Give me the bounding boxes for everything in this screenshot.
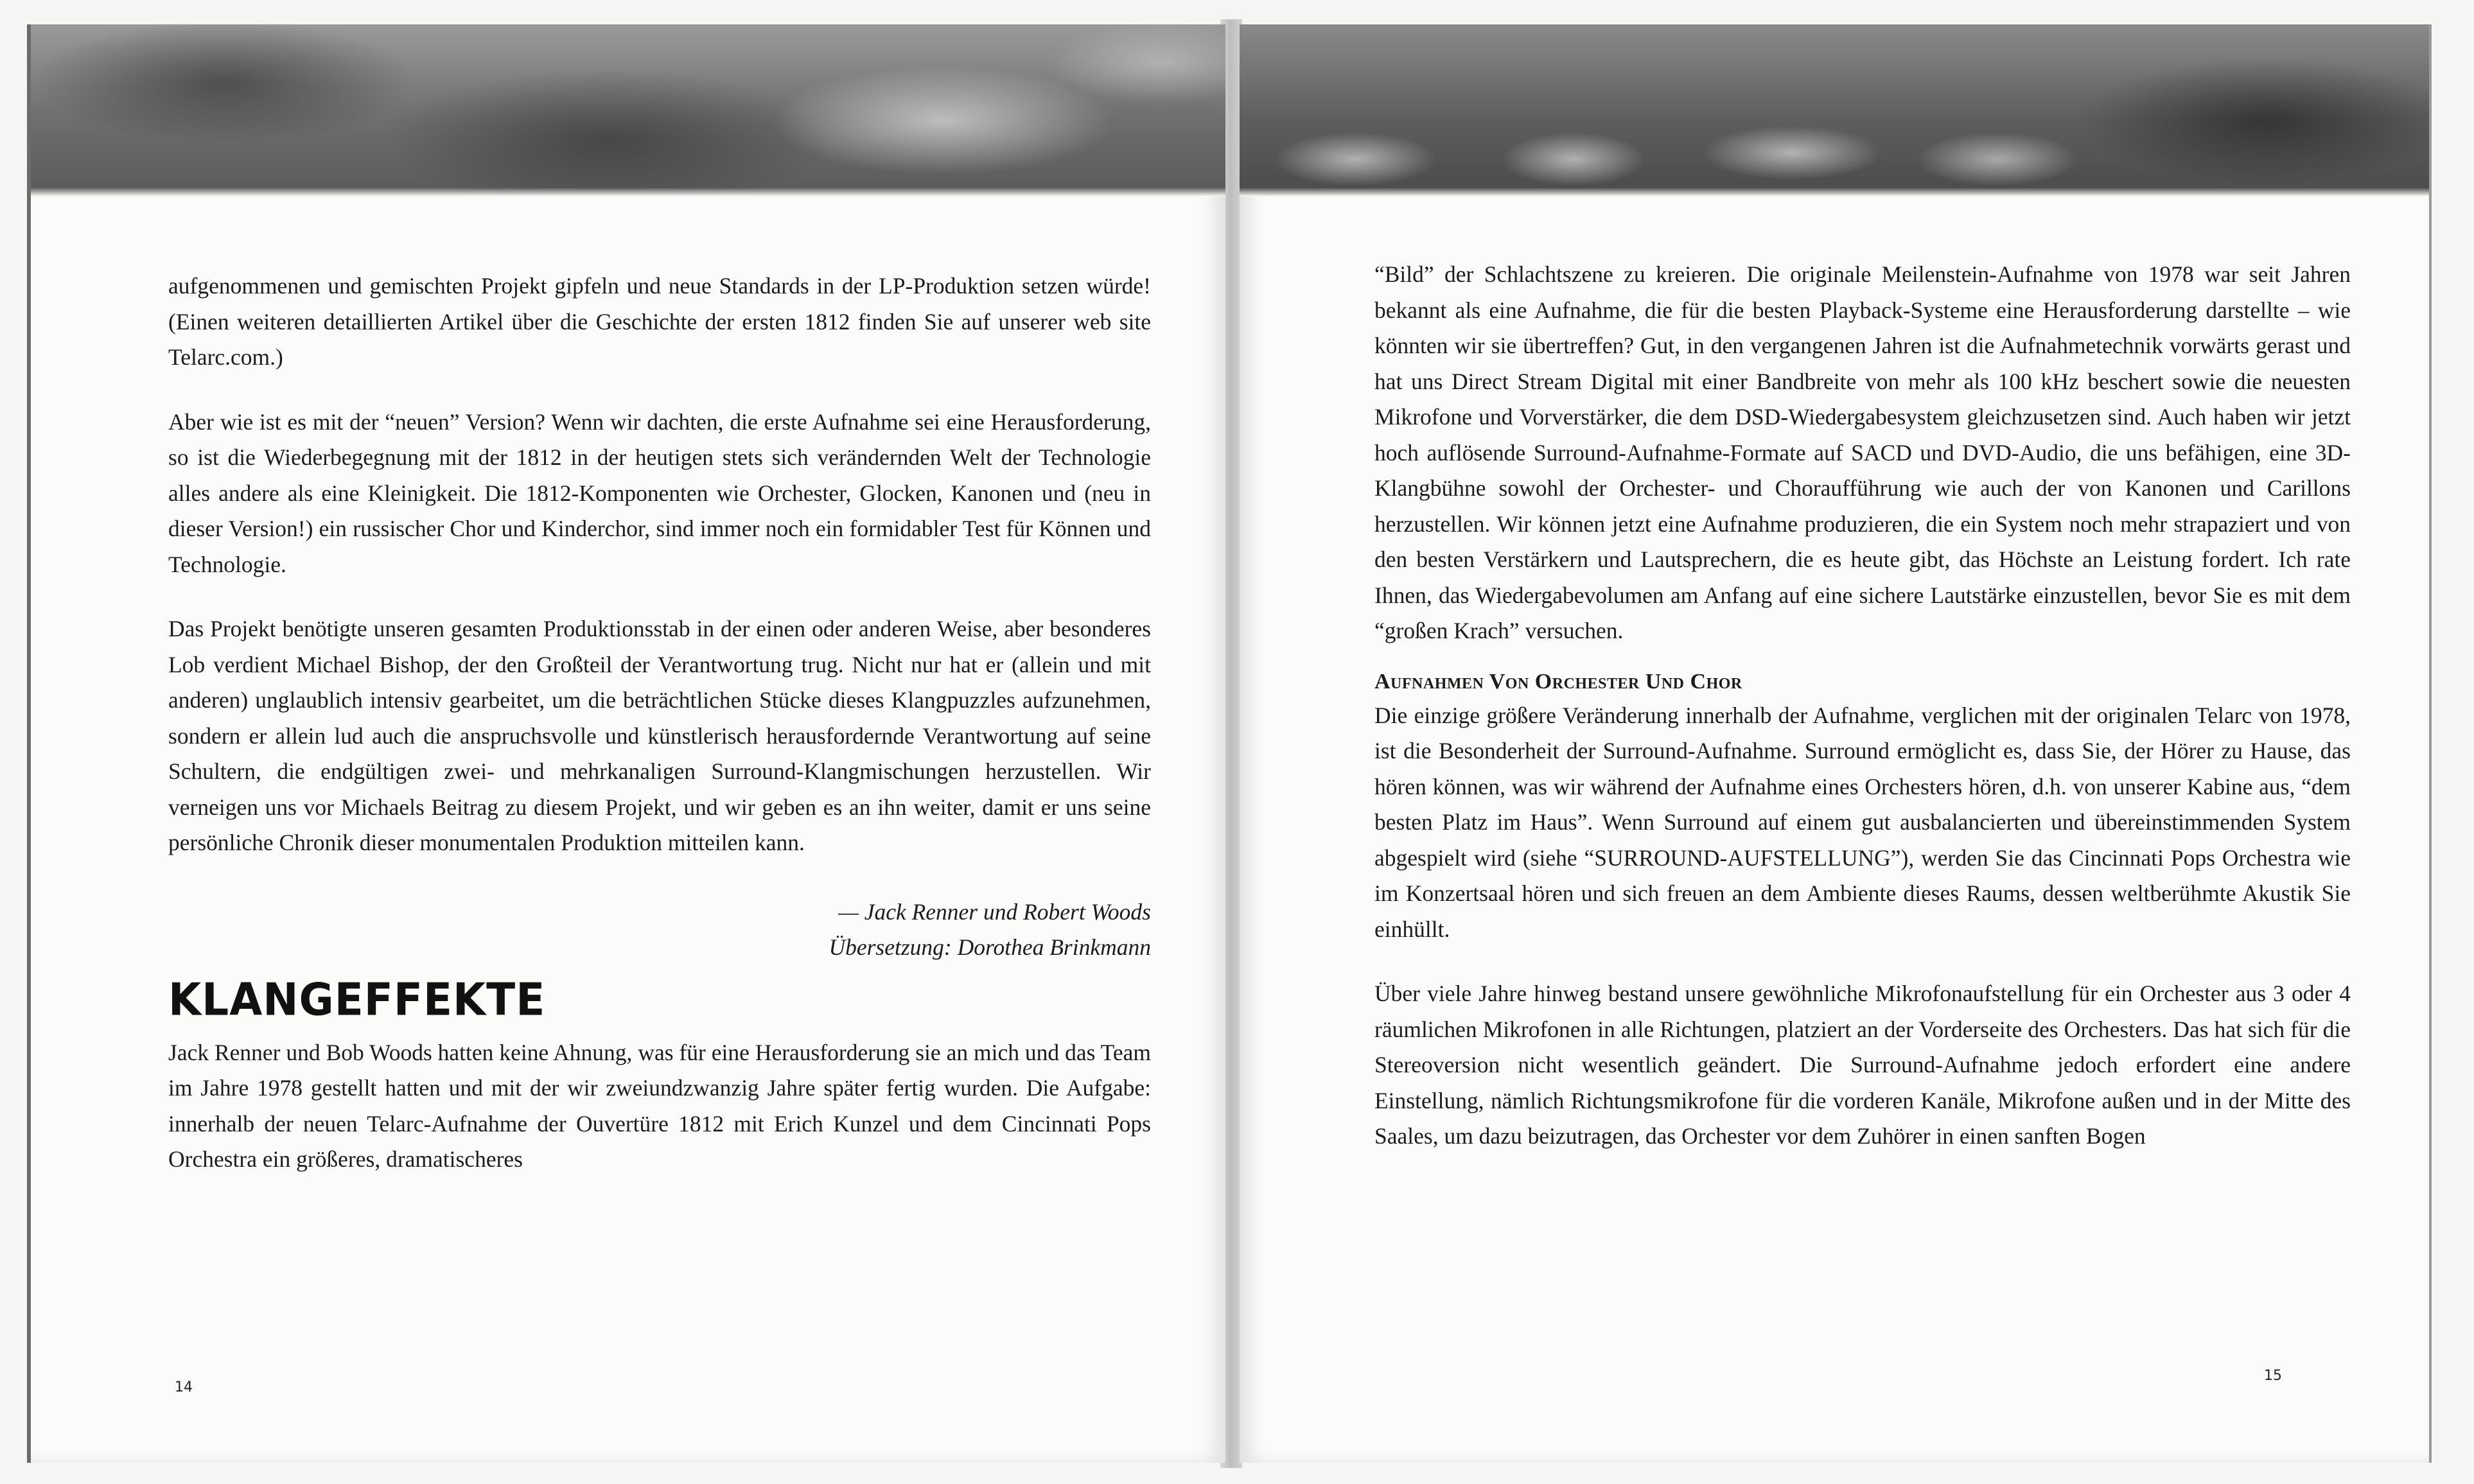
banner-fade [1240, 188, 2429, 196]
subheading-orchestra-choir: Aufnahmen Von Orchester Und Chor [1374, 669, 1742, 694]
section-heading-klangeffekte: KLANGEFFEKTE [168, 973, 546, 1026]
page-number: 15 [2264, 1368, 2282, 1384]
right-page-text [1374, 257, 2351, 1155]
paragraph-klangeffekte: Jack Renner und Bob Woods hatten keine Ahnung, was für eine Herausforderung sie an mich und das Team im Jahre 1978 gestellt hatten und mit der wir zweiundzwanzig Jahre später fertig wurden. Die Aufgabe: innerhalb der neuen Telarc-Aufnahme der Ouvertüre 1812 mit Erich Kunzel und dem Cincinnati Pops Orchestra ein größeres, dramatischeres [168, 1039, 1151, 1172]
banner-fade [31, 188, 1225, 196]
battle-scene-banner-right [1240, 24, 2429, 196]
right-page [1240, 24, 2432, 1463]
page-number: 14 [175, 1379, 193, 1395]
left-page-text [168, 268, 1151, 1178]
paragraph-surround: Die einzige größere Veränderung innerhalb der Aufnahme, verglichen mit der originalen Telarc von 1978, ist die Besonderheit der Surround-Aufnahme. Surround ermöglicht es, dass Sie, der Hörer zu Hause, das hören können, was wir während der Aufnahme eines Orchesters hören, d.h. von unserer Kabine aus, “dem besten Platz im Haus”. Wenn Surround auf einem gut ausbalancierten und übereinstimmenden System abgespielt wird (siehe “SURROUND-AUFSTELLUNG”), werden Sie das Cincinnati Pops Orchestra wie im Konzertsaal hören und sich freuen an dem Ambiente dieses Raums, dessen weltberühmte Akustik Sie einhüllt. [1374, 702, 2351, 942]
paragraph-new-version: Aber wie ist es mit der “neuen” Version? Wenn wir dachten, die erste Aufnahme sei eine Herausforderung, so ist die Wiederbegegnung mit der 1812 in der heutigen stets sich verändernden Welt der Technologie alles andere als eine Kleinigkeit. Die 1812-Komponenten wie Orchester, Glocken, Kanonen und (neu in dieser Version!) ein russischer Chor und Kinderchor, sind immer noch ein formidabler Test für Können und Technologie. [168, 408, 1151, 577]
paragraph-microphones: Über viele Jahre hinweg bestand unsere gewöhnliche Mikrofonaufstellung für ein Orchester aus 3 oder 4 räumlichen Mikrofonen in alle Richtungen, platziert an der Vorderseite des Orchesters. Das hat sich für die Stereoversion nicht wesentlich geändert. Die Surround-Aufnahme jedoch erfordert eine andere Einstellung, nämlich Richtungsmikrofone für die vorderen Kanäle, Mikrofone außen und in der Mitte des Saales, um dazu beizutragen, das Orchester vor dem Zuhörer in einen sanften Bogen [1374, 981, 2351, 1149]
signature-authors: — Jack Renner und Robert Woods [838, 898, 1151, 925]
left-page [27, 24, 1225, 1463]
paragraph-battle-scene: “Bild” der Schlachtszene zu kreieren. Die originale Meilenstein-Aufnahme von 1978 war seit Jahren bekannt als eine Aufnahme, die für die besten Playback-Systeme eine Herausforderung darstellte – wie könnten wir sie übertreffen? Gut, in den vergangenen Jahren ist die Aufnahmetechnik vorwärts gerast und hat uns Direct Stream Digital mit einer Bandbreite von mehr als 100 kHz beschert sowie die neuesten Mikrofone und Vorverstärker, die dem DSD-Wiedergabesystem gleichzusetzen sind. Auch haben wir jetzt hoch auflösende Surround-Aufnahme-Formate auf SACD und DVD-Audio, die uns befähigen, eine 3D-Klangbühne sowohl der Orchester- und Choraufführung wie auch der von Kanonen und Carillons herzustellen. Wir können jetzt eine Aufnahme produzieren, die ein System noch mehr strapaziert und von den besten Verstärkern und Lautsprechern, die es heute gibt, das Höchste an Leistung fordert. Ich rate Ihnen, das Wiedergabevolumen am Anfang auf eine sichere Lautstärke einzustellen, bevor Sie es mit dem “großen Krach” versuchen. [1374, 261, 2351, 643]
paragraph-production-staff: Das Projekt benötigte unseren gesamten Produktionsstab in der einen oder anderen Weise, aber besonderes Lob verdient Michael Bishop, der den Großteil der Verantwortung trug. Nicht nur hat er (allein und mit anderen) unglaublich intensiv gearbeitet, um die beträchtlichen Stücke dieses Klangpuzzles aufzunehmen, sondern er allein lud auch die anspruchsvolle und künstlerisch herausfordernde Verantwortung auf seine Schultern, die endgültigen zwei- und mehrkanaligen Surround-Klangmischungen herzustellen. Wir verneigen uns vor Michaels Beitrag zu diesem Projekt, und wir geben es an ihn weiter, damit er uns seine persönliche Chronik dieser monumentalen Produktion mitteilen kann. [168, 616, 1151, 855]
signature-translator: Übersetzung: Dorothea Brinkmann [829, 934, 1151, 960]
battle-scene-banner-left [31, 24, 1225, 196]
paragraph-intro: aufgenommenen und gemischten Projekt gipfeln und neue Standards in der LP-Produktion setzen würde! (Einen weiteren detaillierten Artikel über die Geschichte der ersten 1812 finden Sie auf unserer web site Telarc.com.) [168, 273, 1151, 370]
